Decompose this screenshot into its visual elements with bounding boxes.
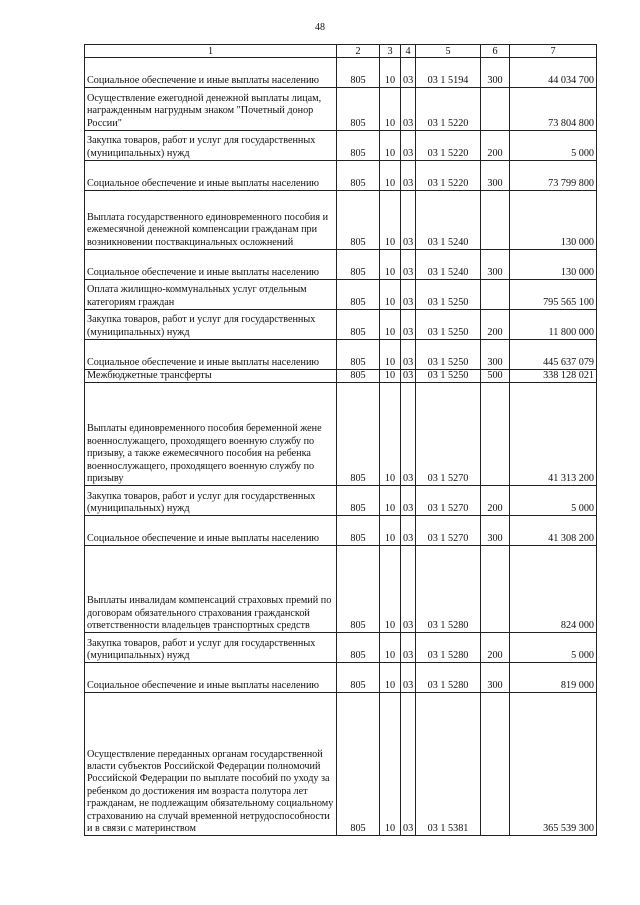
row-section: 10 bbox=[380, 663, 401, 693]
row-section: 10 bbox=[380, 88, 401, 131]
row-expense-type: 300 bbox=[481, 58, 510, 88]
table-row bbox=[85, 516, 597, 546]
row-description: Закупка товаров, работ и услуг для государственных (муниципальных) нужд bbox=[85, 310, 337, 340]
row-target-article: 03 1 5280 bbox=[416, 663, 481, 693]
row-description: Осуществление переданных органам государственной власти субъектов Российской Федерации полномочий Российской Федерации по выплате пособий по уходу за ребенком до достижения им возраста полутора лет гражданам, не подлежащим обязательному социальному страхованию на случай временной нетрудоспособности и в связи с материнством bbox=[85, 693, 337, 836]
row-section: 10 bbox=[380, 280, 401, 310]
row-target-article: 03 1 5250 bbox=[416, 370, 481, 383]
row-expense-type: 300 bbox=[481, 161, 510, 191]
row-section: 10 bbox=[380, 310, 401, 340]
row-section: 10 bbox=[380, 191, 401, 250]
row-admin-code: 805 bbox=[337, 370, 380, 383]
table-row bbox=[85, 663, 597, 693]
row-subsection: 03 bbox=[401, 516, 416, 546]
table-row bbox=[85, 280, 597, 310]
row-subsection: 03 bbox=[401, 693, 416, 836]
table-row bbox=[85, 131, 597, 161]
row-description: Закупка товаров, работ и услуг для государственных (муниципальных) нужд bbox=[85, 131, 337, 161]
row-section: 10 bbox=[380, 370, 401, 383]
row-section: 10 bbox=[380, 486, 401, 516]
row-admin-code: 805 bbox=[337, 131, 380, 161]
header-row bbox=[85, 45, 597, 58]
row-admin-code: 805 bbox=[337, 633, 380, 663]
row-amount: 73 804 800 bbox=[510, 88, 597, 131]
row-expense-type bbox=[481, 280, 510, 310]
row-admin-code: 805 bbox=[337, 546, 380, 633]
row-description: Социальное обеспечение и иные выплаты населению bbox=[85, 161, 337, 191]
row-expense-type bbox=[481, 191, 510, 250]
row-subsection: 03 bbox=[401, 546, 416, 633]
row-description: Закупка товаров, работ и услуг для государственных (муниципальных) нужд bbox=[85, 633, 337, 663]
row-subsection: 03 bbox=[401, 340, 416, 370]
row-admin-code: 805 bbox=[337, 486, 380, 516]
row-expense-type: 300 bbox=[481, 663, 510, 693]
row-section: 10 bbox=[380, 546, 401, 633]
row-description: Межбюджетные трансферты bbox=[85, 370, 337, 383]
row-expense-type bbox=[481, 546, 510, 633]
row-amount: 338 128 021 bbox=[510, 370, 597, 383]
column-header: 5 bbox=[416, 45, 481, 58]
row-description: Закупка товаров, работ и услуг для государственных (муниципальных) нужд bbox=[85, 486, 337, 516]
column-header: 4 bbox=[401, 45, 416, 58]
row-description: Социальное обеспечение и иные выплаты населению bbox=[85, 250, 337, 280]
row-admin-code: 805 bbox=[337, 340, 380, 370]
row-target-article: 03 1 5220 bbox=[416, 161, 481, 191]
row-admin-code: 805 bbox=[337, 693, 380, 836]
table-row bbox=[85, 546, 597, 633]
row-expense-type: 200 bbox=[481, 633, 510, 663]
row-subsection: 03 bbox=[401, 191, 416, 250]
row-expense-type: 300 bbox=[481, 340, 510, 370]
row-subsection: 03 bbox=[401, 250, 416, 280]
row-admin-code: 805 bbox=[337, 663, 380, 693]
row-amount: 130 000 bbox=[510, 191, 597, 250]
row-section: 10 bbox=[380, 161, 401, 191]
row-section: 10 bbox=[380, 250, 401, 280]
row-target-article: 03 1 5220 bbox=[416, 131, 481, 161]
table-row bbox=[85, 340, 597, 370]
table-row bbox=[85, 191, 597, 250]
row-target-article: 03 1 5250 bbox=[416, 280, 481, 310]
row-description: Социальное обеспечение и иные выплаты населению bbox=[85, 58, 337, 88]
row-description: Выплата государственного единовременного пособия и ежемесячной денежной компенсации гражданам при возникновении поствакцинальных осложнений bbox=[85, 191, 337, 250]
row-amount: 5 000 bbox=[510, 131, 597, 161]
row-subsection: 03 bbox=[401, 633, 416, 663]
column-header: 6 bbox=[481, 45, 510, 58]
row-amount: 5 000 bbox=[510, 486, 597, 516]
row-amount: 795 565 100 bbox=[510, 280, 597, 310]
row-amount: 5 000 bbox=[510, 633, 597, 663]
row-admin-code: 805 bbox=[337, 280, 380, 310]
row-amount: 445 637 079 bbox=[510, 340, 597, 370]
table-row bbox=[85, 633, 597, 663]
row-target-article: 03 1 5270 bbox=[416, 516, 481, 546]
row-amount: 41 313 200 bbox=[510, 383, 597, 486]
row-expense-type: 200 bbox=[481, 131, 510, 161]
table-row bbox=[85, 250, 597, 280]
row-admin-code: 805 bbox=[337, 161, 380, 191]
table-row bbox=[85, 383, 597, 486]
table-row bbox=[85, 370, 597, 383]
row-amount: 44 034 700 bbox=[510, 58, 597, 88]
row-amount: 824 000 bbox=[510, 546, 597, 633]
row-section: 10 bbox=[380, 131, 401, 161]
row-target-article: 03 1 5381 bbox=[416, 693, 481, 836]
row-amount: 365 539 300 bbox=[510, 693, 597, 836]
row-target-article: 03 1 5280 bbox=[416, 546, 481, 633]
row-target-article: 03 1 5280 bbox=[416, 633, 481, 663]
row-amount: 11 800 000 bbox=[510, 310, 597, 340]
row-subsection: 03 bbox=[401, 486, 416, 516]
table-row bbox=[85, 161, 597, 191]
page-number: 48 bbox=[315, 22, 325, 33]
row-subsection: 03 bbox=[401, 663, 416, 693]
row-subsection: 03 bbox=[401, 131, 416, 161]
row-description: Социальное обеспечение и иные выплаты населению bbox=[85, 340, 337, 370]
column-header: 2 bbox=[337, 45, 380, 58]
row-description: Выплаты единовременного пособия беременной жене военнослужащего, проходящего военную службу по призыву, а также ежемесячного пособия на ребенка военнослужащего, проходящего военную службу по призыву bbox=[85, 383, 337, 486]
row-target-article: 03 1 5194 bbox=[416, 58, 481, 88]
row-target-article: 03 1 5220 bbox=[416, 88, 481, 131]
row-description: Выплаты инвалидам компенсаций страховых премий по договорам обязательного страхования гражданской ответственности владельцев транспортных средств bbox=[85, 546, 337, 633]
row-admin-code: 805 bbox=[337, 58, 380, 88]
row-amount: 73 799 800 bbox=[510, 161, 597, 191]
row-admin-code: 805 bbox=[337, 88, 380, 131]
row-target-article: 03 1 5270 bbox=[416, 383, 481, 486]
row-expense-type: 300 bbox=[481, 516, 510, 546]
row-section: 10 bbox=[380, 693, 401, 836]
row-expense-type: 200 bbox=[481, 310, 510, 340]
row-description: Оплата жилищно-коммунальных услуг отдельным категориям граждан bbox=[85, 280, 337, 310]
column-header: 7 bbox=[510, 45, 597, 58]
row-subsection: 03 bbox=[401, 88, 416, 131]
row-expense-type: 500 bbox=[481, 370, 510, 383]
row-admin-code: 805 bbox=[337, 191, 380, 250]
row-admin-code: 805 bbox=[337, 310, 380, 340]
row-subsection: 03 bbox=[401, 58, 416, 88]
row-section: 10 bbox=[380, 633, 401, 663]
column-header: 1 bbox=[85, 45, 337, 58]
row-section: 10 bbox=[380, 383, 401, 486]
row-expense-type bbox=[481, 88, 510, 131]
row-amount: 130 000 bbox=[510, 250, 597, 280]
row-description: Осуществление ежегодной денежной выплаты лицам, награжденным нагрудным знаком "Почетный донор России" bbox=[85, 88, 337, 131]
row-amount: 819 000 bbox=[510, 663, 597, 693]
row-subsection: 03 bbox=[401, 280, 416, 310]
row-target-article: 03 1 5250 bbox=[416, 310, 481, 340]
table-row bbox=[85, 693, 597, 836]
row-section: 10 bbox=[380, 516, 401, 546]
row-expense-type: 200 bbox=[481, 486, 510, 516]
row-description: Социальное обеспечение и иные выплаты населению bbox=[85, 516, 337, 546]
row-subsection: 03 bbox=[401, 161, 416, 191]
row-target-article: 03 1 5240 bbox=[416, 250, 481, 280]
row-subsection: 03 bbox=[401, 310, 416, 340]
row-target-article: 03 1 5250 bbox=[416, 340, 481, 370]
row-expense-type bbox=[481, 383, 510, 486]
budget-table bbox=[84, 44, 597, 836]
row-target-article: 03 1 5270 bbox=[416, 486, 481, 516]
table-row bbox=[85, 88, 597, 131]
column-header: 3 bbox=[380, 45, 401, 58]
row-subsection: 03 bbox=[401, 383, 416, 486]
row-amount: 41 308 200 bbox=[510, 516, 597, 546]
table-row bbox=[85, 486, 597, 516]
row-section: 10 bbox=[380, 58, 401, 88]
row-expense-type: 300 bbox=[481, 250, 510, 280]
row-target-article: 03 1 5240 bbox=[416, 191, 481, 250]
row-admin-code: 805 bbox=[337, 383, 380, 486]
row-subsection: 03 bbox=[401, 370, 416, 383]
row-admin-code: 805 bbox=[337, 516, 380, 546]
row-expense-type bbox=[481, 693, 510, 836]
row-admin-code: 805 bbox=[337, 250, 380, 280]
row-description: Социальное обеспечение и иные выплаты населению bbox=[85, 663, 337, 693]
row-section: 10 bbox=[380, 340, 401, 370]
table-row bbox=[85, 310, 597, 340]
table-row bbox=[85, 58, 597, 88]
